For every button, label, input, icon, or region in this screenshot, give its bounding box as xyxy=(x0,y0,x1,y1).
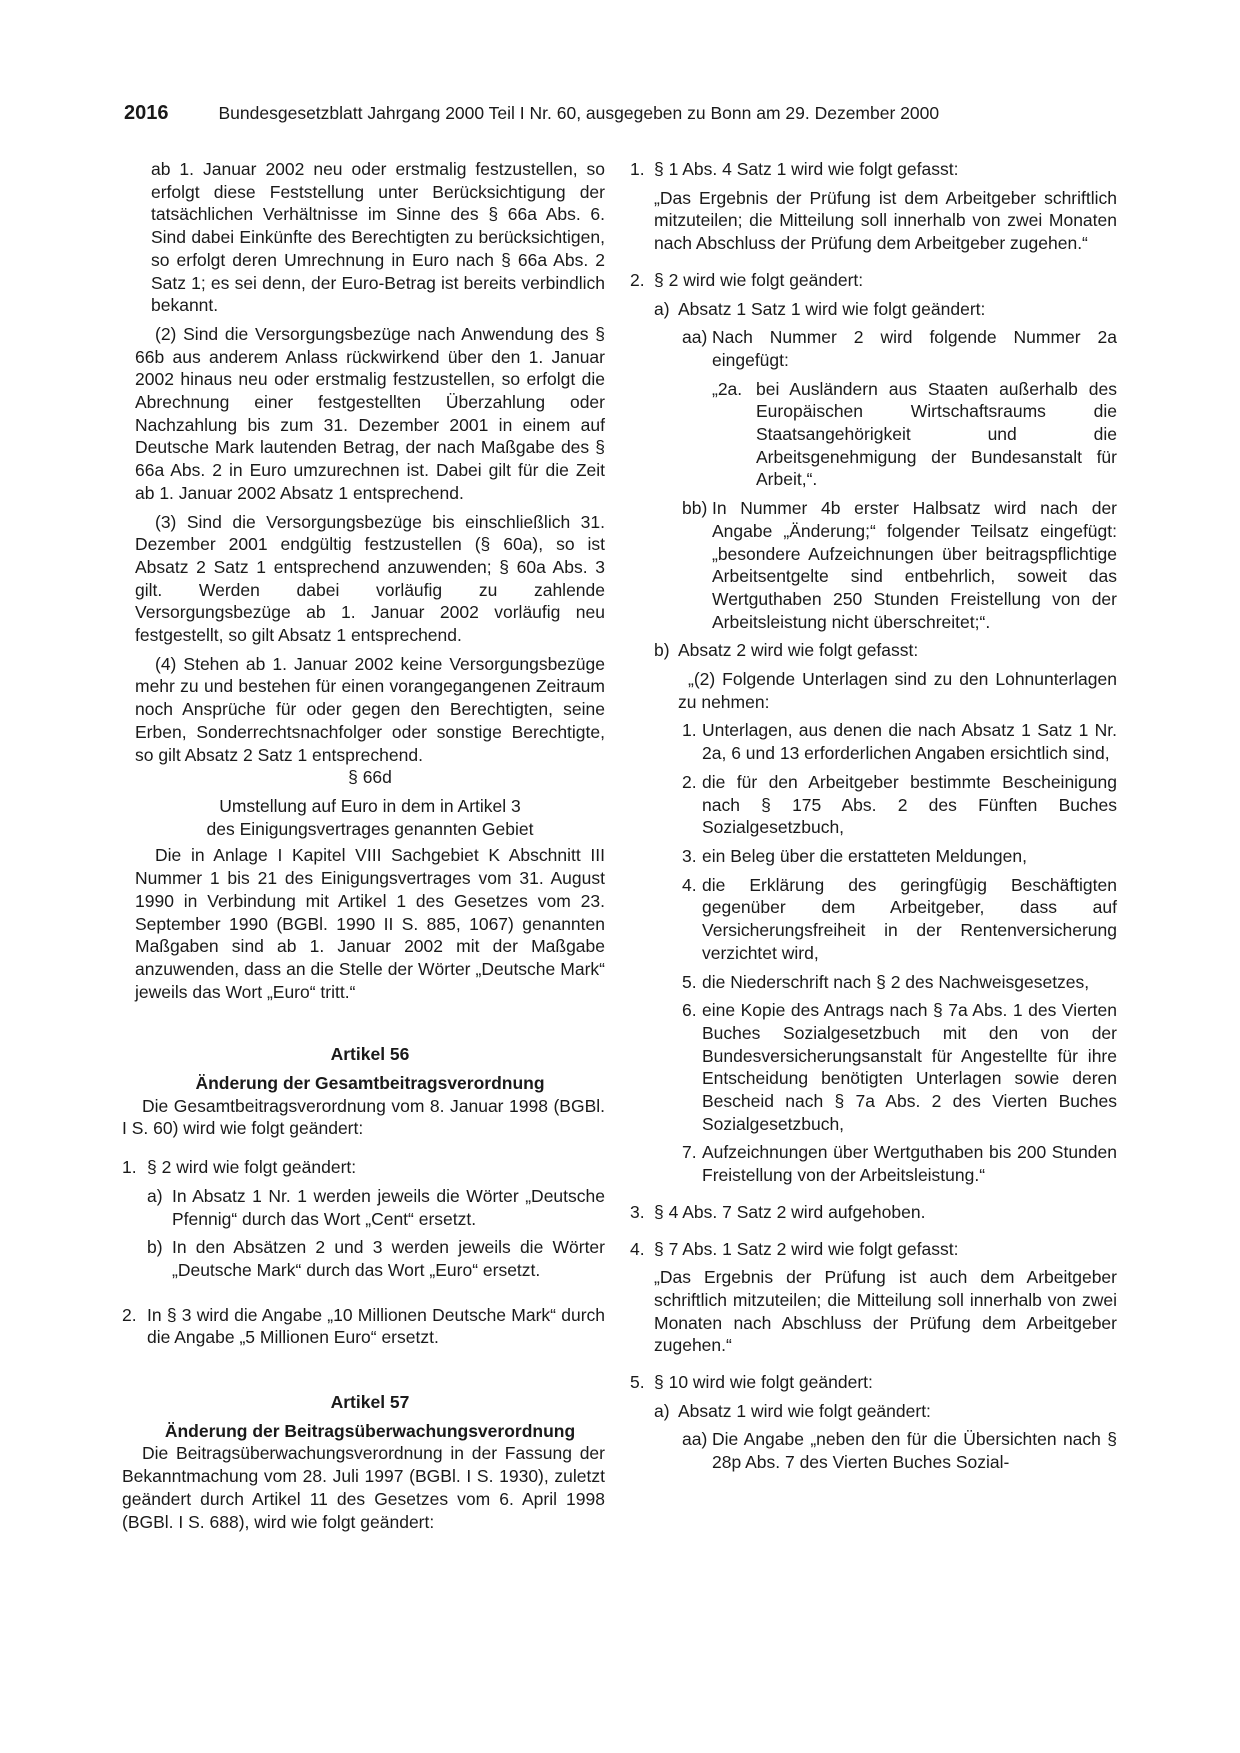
list-item xyxy=(630,497,1117,633)
list-item xyxy=(630,378,1117,492)
article-56-heading: Artikel 56 xyxy=(330,1044,410,1065)
list-item xyxy=(122,1185,605,1230)
item-label: 3. xyxy=(630,1201,645,1222)
section-title xyxy=(122,795,605,840)
section-title-line-2: des Einigungsvertrages genannten Gebiet xyxy=(206,818,534,839)
item-text: die Niederschrift nach § 2 des Nachweisgesetzes, xyxy=(702,971,1090,992)
item-text: § 4 Abs. 7 Satz 2 wird aufgehoben. xyxy=(654,1201,926,1222)
paragraph-2: (2) Sind die Versorgungsbezüge nach Anwendung des § 66b aus anderem Anlass rückwirkend über den 1. Januar 2002 hinaus neu oder erstmalig festzustellen, so erfolgt die Abrechnung einer festgestellten Überzahlung oder Nachzahlung bis zum 31. Dezember 2001 in einem auf Deutsche Mark lautenden Betrag, der nach Maßgabe des § 66a Abs. 2 in Euro umzurechnen ist. Dabei gilt für die Zeit ab 1. Januar 2002 Absatz 1 entsprechend. xyxy=(135,323,605,503)
article-57-intro: Die Beitragsüberwachungsverordnung in der Fassung der Bekanntmachung vom 28. Juli 1997 (BGBl. I S. 1930), zuletzt geändert durch Artikel 11 des Gesetzes vom 6. April 1998 (BGBl. I S. 688), wird wie folgt geändert: xyxy=(122,1443,605,1532)
item-label: a) xyxy=(654,1400,670,1421)
item-text: § 10 wird wie folgt geändert: xyxy=(654,1372,873,1393)
list-item xyxy=(630,269,1117,292)
list-item xyxy=(630,1201,1117,1224)
list-item xyxy=(630,639,1117,662)
item-label: 4. xyxy=(682,874,697,895)
list-item xyxy=(630,719,1117,764)
item-text: In den Absätzen 2 und 3 werden jeweils die Wörter „Deutsche Mark“ durch das Wort „Euro“ ersetzt. xyxy=(172,1237,605,1280)
quoted-text: „Das Ergebnis der Prüfung ist dem Arbeitgeber schriftlich mitzuteilen; die Mitteilung soll innerhalb von zwei Monaten nach Abschluss der Prüfung dem Arbeitgeber zugehen.“ xyxy=(654,187,1117,254)
list-item xyxy=(630,158,1117,181)
list-item xyxy=(122,1236,605,1281)
document-list xyxy=(630,719,1117,1186)
item-label: b) xyxy=(147,1237,163,1258)
section-title-line-1: Umstellung auf Euro in dem in Artikel 3 xyxy=(219,795,521,816)
page-number: 2016 xyxy=(124,102,169,124)
item-label: 1. xyxy=(122,1157,137,1178)
list-item xyxy=(630,999,1117,1135)
paragraph-continuation: ab 1. Januar 2002 neu oder erstmalig festzustellen, so erfolgt diese Feststellung unter Berücksichtigung der tatsächlichen Verhältnisse im Sinne des § 66a Abs. 6. Sind dabei Einkünfte des Berechtigten zu berücksichtigen, so erfolgt deren Umrechnung in Euro nach § 66a Abs. 2 Satz 1; es sei denn, der Euro-Betrag ist bereits verbindlich bekannt. xyxy=(151,159,605,316)
paragraph-3: (3) Sind die Versorgungsbezüge bis einschließlich 31. Dezember 2001 endgültig festzustellen (§ 60a), so ist Absatz 2 Satz 1 entsprechend anzuwenden; § 60a Abs. 3 gilt. Werden dabei vorläufig zu zahlende Versorgungsbezüge ab 1. Januar 2002 vorläufig neu festgestellt, so gilt Absatz 1 entsprechend. xyxy=(135,511,605,646)
list-item xyxy=(630,1371,1117,1394)
item-text: bei Ausländern aus Staaten außerhalb des Europäischen Wirtschaftsraums die Staatsangehörigkeit und die Arbeitsgenehmigung der Bundesanstalt für Arbeit,“. xyxy=(756,378,1117,490)
item-text: ein Beleg über die erstatteten Meldungen, xyxy=(702,845,1027,866)
item-label: 1. xyxy=(630,159,645,179)
item-text: Absatz 1 wird wie folgt geändert: xyxy=(678,1400,931,1421)
quoted-text: „Das Ergebnis der Prüfung ist auch dem Arbeitgeber schriftlich mitzuteilen; die Mitteilung soll innerhalb von zwei Monaten nach Abschluss der Prüfung dem Arbeitgeber zugehen.“ xyxy=(654,1267,1117,1356)
list-item xyxy=(630,971,1117,994)
item-text: Unterlagen, aus denen die nach Absatz 1 Satz 1 Nr. 2a, 6 und 13 erforderlichen Angaben ersichtlich sind, xyxy=(702,720,1117,764)
item-label: 5. xyxy=(682,971,697,992)
list-item xyxy=(630,874,1117,965)
item-text: die für den Arbeitgeber bestimmte Bescheinigung nach § 175 Abs. 2 des Fünften Buches Sozialgesetzbuch, xyxy=(702,771,1117,838)
item-label: 1. xyxy=(682,720,697,741)
item-label: 3. xyxy=(682,845,697,866)
item-text: § 2 wird wie folgt geändert: xyxy=(654,269,864,290)
list-item xyxy=(630,298,1117,321)
item-label: aa) xyxy=(682,1429,708,1450)
item-label: 5. xyxy=(630,1372,645,1393)
left-column xyxy=(122,158,605,1533)
item-text: Absatz 1 Satz 1 wird wie folgt geändert: xyxy=(678,298,986,319)
article-57-title: Änderung der Beitragsüberwachungsverordnung xyxy=(164,1420,576,1441)
section-number: § 66d xyxy=(348,767,392,788)
list-item xyxy=(630,771,1117,839)
item-text: die Erklärung des geringfügig Beschäftigten gegenüber dem Arbeitgeber, dass auf Versicherungsfreiheit in der Rentenversicherung verzichtet wird, xyxy=(702,874,1117,963)
item-label: 2. xyxy=(630,269,645,290)
running-title: Bundesgesetzblatt Jahrgang 2000 Teil I Nr. 60, ausgegeben zu Bonn am 29. Dezember 2000 xyxy=(218,103,940,123)
item-text: eine Kopie des Antrags nach § 7a Abs. 1 des Vierten Buches Sozialgesetzbuch mit den von der Bundesversicherungsanstalt für Angestellte für ihre Entscheidung benötigten Unterlagen sowie deren Bescheid nach § 7a Abs. 2 des Vierten Buches Sozialgesetzbuch, xyxy=(702,1000,1117,1134)
item-label: 2. xyxy=(682,771,697,792)
list-item xyxy=(630,326,1117,371)
item-text: § 1 Abs. 4 Satz 1 wird wie folgt gefasst: xyxy=(654,159,959,179)
item-label: 6. xyxy=(682,1000,697,1021)
paragraph-4: (4) Stehen ab 1. Januar 2002 keine Versorgungsbezüge mehr zu und bestehen für einen vorangegangenen Zeitraum noch Ansprüche für oder gegen den Berechtigten, seine Erben, Sonderrechtsnachfolger oder sonstige Berechtigte, so gilt Absatz 2 Satz 1 entsprechend. xyxy=(135,653,605,765)
item-text: Die Angabe „neben den für die Übersichten nach § 28p Abs. 7 des Vierten Buches Sozial- xyxy=(712,1429,1117,1473)
item-label: bb) xyxy=(682,498,708,519)
item-text: Aufzeichnungen über Wertguthaben bis 200 Stunden Freistellung von der Arbeitsleistung.“ xyxy=(702,1142,1117,1186)
article-56-title: Änderung der Gesamtbeitragsverordnung xyxy=(195,1073,545,1094)
item-text: § 7 Abs. 1 Satz 2 wird wie folgt gefasst: xyxy=(654,1238,959,1259)
item-label: b) xyxy=(654,640,670,661)
item-text: Nach Nummer 2 wird folgende Nummer 2a eingefügt: xyxy=(712,327,1117,370)
item-label: a) xyxy=(654,298,670,319)
item-label: 2. xyxy=(122,1304,137,1325)
list-item xyxy=(630,1141,1117,1186)
paragraph-66d: Die in Anlage I Kapitel VIII Sachgebiet K Abschnitt III Nummer 1 bis 21 des Einigungsvertrages vom 31. August 1990 in Verbindung mit Artikel 1 des Gesetzes vom 23. September 1990 (BGBl. 1990 II S. 885, 1067) genannten Maßgaben sind ab 1. Januar 2002 mit der Maßgabe anzuwenden, dass an die Stelle der Wörter „Deutsche Mark“ jeweils das Wort „Euro“ tritt.“ xyxy=(135,845,605,1002)
item-text: § 2 wird wie folgt geändert: xyxy=(147,1157,357,1178)
item-label: 4. xyxy=(630,1238,645,1259)
list-item xyxy=(122,1304,605,1349)
list-item xyxy=(630,1428,1117,1473)
list-item xyxy=(630,1238,1117,1261)
item-label: „2a. xyxy=(712,378,743,399)
running-header xyxy=(124,98,1004,128)
item-text: Absatz 2 wird wie folgt gefasst: xyxy=(678,640,919,661)
article-56-intro: Die Gesamtbeitragsverordnung vom 8. Januar 1998 (BGBl. I S. 60) wird wie folgt geändert: xyxy=(122,1095,605,1139)
list-item xyxy=(630,1400,1117,1423)
item-label: aa) xyxy=(682,327,708,348)
item-label: 7. xyxy=(682,1142,697,1163)
quoted-text: „(2) Folgende Unterlagen sind zu den Lohnunterlagen zu nehmen: xyxy=(678,669,1117,712)
right-column xyxy=(630,158,1117,1474)
list-item xyxy=(630,845,1117,868)
item-text: In Absatz 1 Nr. 1 werden jeweils die Wörter „Deutsche Pfennig“ durch das Wort „Cent“ ersetzt. xyxy=(172,1185,605,1229)
item-label: a) xyxy=(147,1185,163,1206)
article-57-heading: Artikel 57 xyxy=(330,1392,410,1413)
item-text: In § 3 wird die Angabe „10 Millionen Deutsche Mark“ durch die Angabe „5 Millionen Euro“ ersetzt. xyxy=(147,1304,605,1348)
list-item xyxy=(122,1156,605,1179)
item-text: In Nummer 4b erster Halbsatz wird nach der Angabe „Änderung;“ folgender Teilsatz eingefügt: „besondere Aufzeichnungen über beitragspflichtige Arbeitsentgelte sind entbehrlich, soweit das Wertguthaben 250 Stunden Freistellung von der Arbeitsleistung nicht überschreitet;“. xyxy=(712,498,1117,632)
